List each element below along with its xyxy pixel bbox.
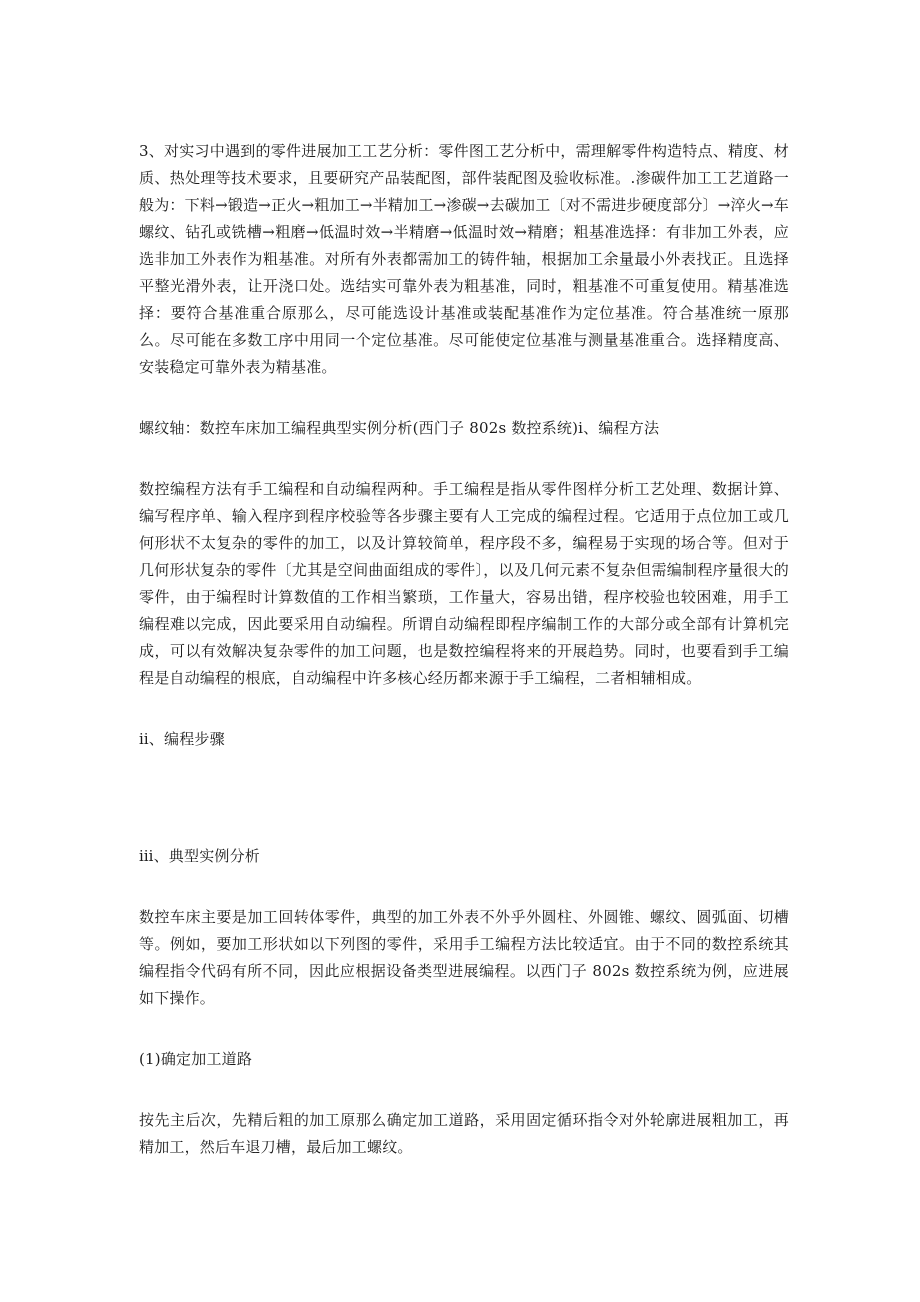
paragraph-process-analysis: 3、对实习中遇到的零件进展加工工艺分析：零件图工艺分析中，需理解零件构造特点、精度、材质、热处理等技术要求，且要研究产品装配图，部件装配图及验收标准。.渗碳件加工工艺道路一般为：下料→锻造→正火→粗加工→半精加工→渗碳→去碳加工〔对不需进步硬度部分〕→淬火→车螺纹、钻孔或铣槽→粗磨→低温时效→半精磨→低温时效→精磨；粗基准选择：有非加工外表，应选非加工外表作为粗基准。对所有外表都需加工的铸件轴，根据加工余量最小外表找正。且选择平整光滑外表，让开浇口处。选结实可靠外表为粗基准，同时，粗基准不可重复使用。精基准选择：要符合基准重合原那么，尽可能选设计基准或装配基准作为定位基准。符合基准统一原那么。尽可能在多数工序中用同一个定位基准。尽可能使定位基准与测量基准重合。选择精度高、安装稳定可靠外表为精基准。 [139, 142, 789, 376]
heading-machining-route: (1)确定加工道路 [139, 1050, 253, 1068]
document-body [139, 138, 789, 1161]
paragraph-programming-methods: 数控编程方法有手工编程和自动编程两种。手工编程是指从零件图样分析工艺处理、数据计算、编写程序单、输入程序到程序校验等各步骤主要有人工完成的编程过程。它适用于点位加工或几何形状不太复杂的零件的加工，以及计算较简单，程序段不多，编程易于实现的场合等。但对于几何形状复杂的零件〔尤其是空间曲面组成的零件〕，以及几何元素不复杂但需编制程序量很大的零件，由于编程时计算数值的工作相当繁琐，工作量大，容易出错，程序校验也较困难，用手工编程难以完成，因此要采用自动编程。所谓自动编程即程序编制工作的大部分或全部有计算机完成，可以有效解决复杂零件的加工问题，也是数控编程将来的开展趋势。同时，也要看到手工编程是自动编程的根底，自动编程中许多核心经历都来源于手工编程，二者相辅相成。 [139, 480, 789, 687]
heading-typical-examples: ⅲ、典型实例分析 [139, 847, 260, 865]
heading-programming-steps: ⅱ、编程步骤 [139, 730, 225, 748]
paragraph-machining-route: 按先主后次，先精后粗的加工原那么确定加工道路，采用固定循环指令对外轮廓进展粗加工，再精加工，然后车退刀槽，最后加工螺纹。 [139, 1111, 789, 1156]
heading-screw-shaft: 螺纹轴：数控车床加工编程典型实例分析(西门子 802s 数控系统)ⅰ、编程方法 [139, 419, 660, 437]
paragraph-lathe-parts: 数控车床主要是加工回转体零件，典型的加工外表不外乎外圆柱、外圆锥、螺纹、圆弧面、切槽等。例如，要加工形状如以下列图的零件，采用手工编程方法比较适宜。由于不同的数控系统其编程指令代码有所不同，因此应根据设备类型进展编程。以西门子 802s 数控系统为例，应进展如下操作。 [139, 908, 789, 1007]
